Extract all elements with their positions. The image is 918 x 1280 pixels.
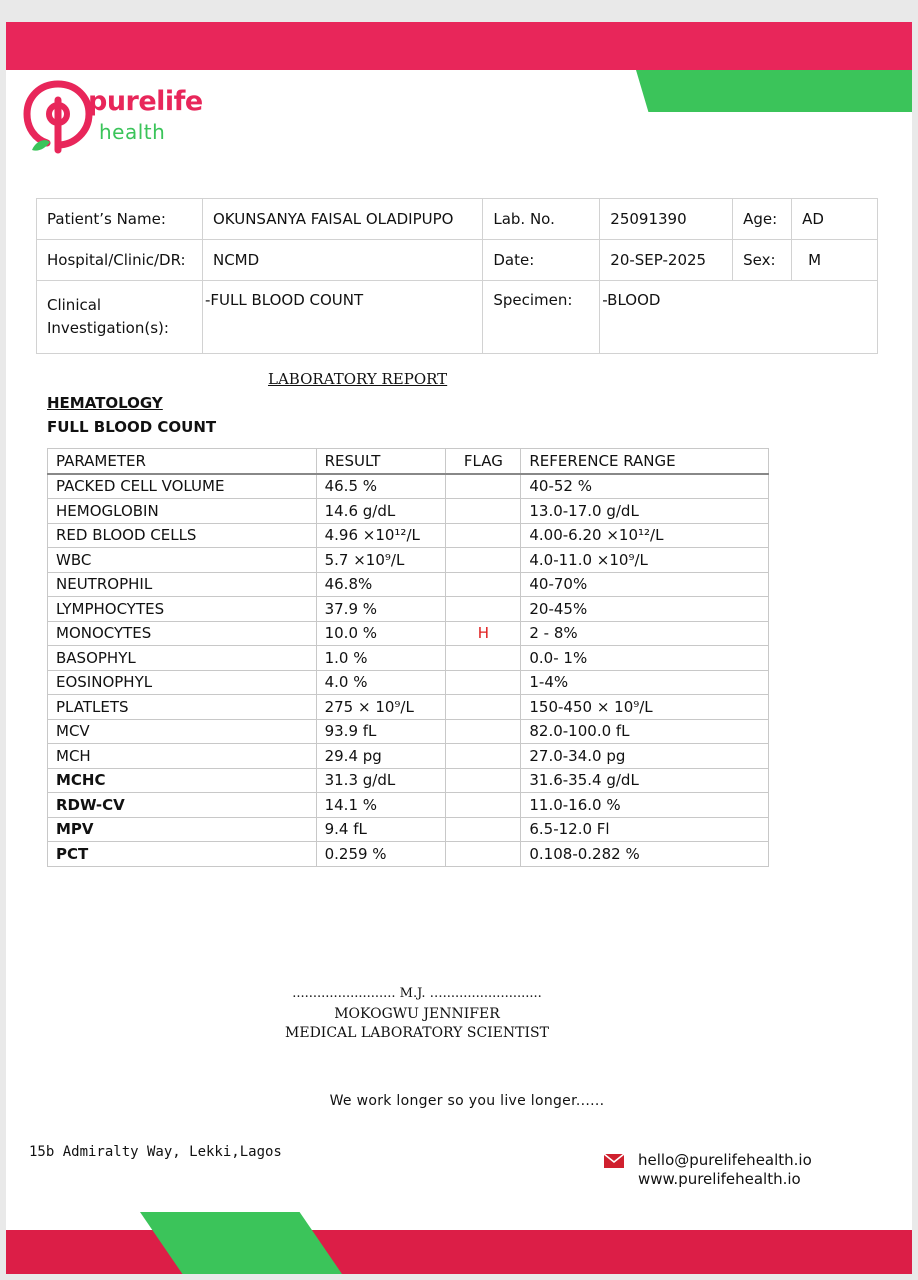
parameter-cell: BASOPHYL: [48, 646, 317, 671]
result-cell: 29.4 pg: [316, 744, 446, 769]
header-parameter: PARAMETER: [48, 449, 317, 474]
reference-range-cell: 0.0- 1%: [521, 646, 769, 671]
parameter-cell: PLATLETS: [48, 695, 317, 720]
result-cell: 46.5 %: [316, 474, 446, 499]
table-row: [48, 646, 769, 671]
parameter-cell: RDW-CV: [48, 793, 317, 818]
parameter-cell: PACKED CELL VOLUME: [48, 474, 317, 499]
reference-range-cell: 40-52 %: [521, 474, 769, 499]
date-value: 20-SEP-2025: [600, 240, 733, 281]
envelope-icon: [604, 1154, 624, 1168]
flag-cell: [446, 474, 521, 499]
patient-name-value: OKUNSANYA FAISAL OLADIPUPO: [202, 199, 482, 240]
reference-range-cell: 1-4%: [521, 670, 769, 695]
report-title: LABORATORY REPORT: [268, 370, 448, 388]
header-red-band: [6, 22, 912, 70]
result-cell: 14.1 %: [316, 793, 446, 818]
table-row: [48, 499, 769, 524]
header-result: RESULT: [316, 449, 446, 474]
flag-cell: [446, 646, 521, 671]
lab-report-page: [6, 22, 912, 1274]
result-cell: 4.96 ×10¹²/L: [316, 523, 446, 548]
age-value: AD: [792, 199, 878, 240]
parameter-cell: MONOCYTES: [48, 621, 317, 646]
flag-cell: [446, 523, 521, 548]
clinical-value: -FULL BLOOD COUNT: [202, 281, 482, 354]
date-label: Date:: [483, 240, 600, 281]
reference-range-cell: 27.0-34.0 pg: [521, 744, 769, 769]
result-cell: 37.9 %: [316, 597, 446, 622]
footer-email-link[interactable]: hello@purelifehealth.io: [638, 1151, 812, 1169]
header-green-band: [636, 70, 912, 112]
footer-red-band: [6, 1230, 912, 1274]
parameter-cell: LYMPHOCYTES: [48, 597, 317, 622]
lab-no-label: Lab. No.: [483, 199, 600, 240]
reference-range-cell: 31.6-35.4 g/dL: [521, 768, 769, 793]
result-cell: 9.4 fL: [316, 817, 446, 842]
reference-range-cell: 40-70%: [521, 572, 769, 597]
reference-range-cell: 13.0-17.0 g/dL: [521, 499, 769, 524]
header-reference-range: REFERENCE RANGE: [521, 449, 769, 474]
parameter-cell: HEMOGLOBIN: [48, 499, 317, 524]
clinical-label: Clinical Investigation(s):: [37, 281, 203, 354]
table-row: [48, 793, 769, 818]
flag-cell: [446, 499, 521, 524]
result-cell: 14.6 g/dL: [316, 499, 446, 524]
result-cell: 1.0 %: [316, 646, 446, 671]
flag-cell: [446, 695, 521, 720]
signatory-name: MOKOGWU JENNIFER: [334, 1006, 500, 1022]
table-row: [48, 768, 769, 793]
reference-range-cell: 2 - 8%: [521, 621, 769, 646]
parameter-cell: NEUTROPHIL: [48, 572, 317, 597]
result-cell: 10.0 %: [316, 621, 446, 646]
result-cell: 5.7 ×10⁹/L: [316, 548, 446, 573]
table-row: [48, 572, 769, 597]
table-row: [48, 523, 769, 548]
result-cell: 4.0 %: [316, 670, 446, 695]
table-row: [48, 670, 769, 695]
flag-cell: [446, 817, 521, 842]
parameter-cell: WBC: [48, 548, 317, 573]
table-row: [48, 597, 769, 622]
result-cell: 93.9 fL: [316, 719, 446, 744]
reference-range-cell: 4.00-6.20 ×10¹²/L: [521, 523, 769, 548]
flag-cell: [446, 842, 521, 867]
full-blood-count-table: [47, 448, 769, 867]
result-cell: 46.8%: [316, 572, 446, 597]
signatory-title: MEDICAL LABORATORY SCIENTIST: [285, 1025, 549, 1041]
parameter-cell: MCV: [48, 719, 317, 744]
patient-name-label: Patient’s Name:: [37, 199, 203, 240]
table-row: [48, 474, 769, 499]
reference-range-cell: 0.108-0.282 %: [521, 842, 769, 867]
flag-cell: [446, 744, 521, 769]
flag-cell: [446, 719, 521, 744]
table-row: [48, 621, 769, 646]
hospital-label: Hospital/Clinic/DR:: [37, 240, 203, 281]
parameter-cell: MPV: [48, 817, 317, 842]
reference-range-cell: 11.0-16.0 %: [521, 793, 769, 818]
table-row: [48, 744, 769, 769]
table-row: [48, 695, 769, 720]
flag-cell: [446, 793, 521, 818]
section-title: HEMATOLOGY: [47, 394, 163, 412]
parameter-cell: MCH: [48, 744, 317, 769]
table-row: [48, 719, 769, 744]
footer-contact: [638, 1151, 812, 1189]
signature-line: ......................... M.J. …........................: [292, 986, 542, 1001]
footer-address: 15b Admiralty Way, Lekki,Lagos: [29, 1144, 282, 1160]
footer-motto: We work longer so you live longer......: [329, 1093, 605, 1109]
brand-subname: health: [99, 120, 166, 144]
footer-website-link[interactable]: www.purelifehealth.io: [638, 1170, 801, 1188]
brand-name: purelife: [88, 86, 203, 117]
result-cell: 275 × 10⁹/L: [316, 695, 446, 720]
parameter-cell: MCHC: [48, 768, 317, 793]
age-label: Age:: [733, 199, 792, 240]
sex-value: M: [792, 240, 878, 281]
parameter-cell: RED BLOOD CELLS: [48, 523, 317, 548]
reference-range-cell: 150-450 × 10⁹/L: [521, 695, 769, 720]
reference-range-cell: 6.5-12.0 Fl: [521, 817, 769, 842]
specimen-label: Specimen:: [483, 281, 600, 354]
sex-label: Sex:: [733, 240, 792, 281]
flag-cell: [446, 597, 521, 622]
reference-range-cell: 20-45%: [521, 597, 769, 622]
patient-info-table: [36, 198, 878, 354]
hospital-value: NCMD: [202, 240, 482, 281]
result-cell: 0.259 %: [316, 842, 446, 867]
flag-cell: [446, 768, 521, 793]
parameter-cell: PCT: [48, 842, 317, 867]
flag-cell: [446, 548, 521, 573]
lab-no-value: 25091390: [600, 199, 733, 240]
table-row: [48, 548, 769, 573]
table-row: [48, 842, 769, 867]
flag-cell: [446, 670, 521, 695]
subsection-title: FULL BLOOD COUNT: [47, 418, 217, 436]
flag-cell: H: [446, 621, 521, 646]
result-cell: 31.3 g/dL: [316, 768, 446, 793]
flag-cell: [446, 572, 521, 597]
table-row: [48, 817, 769, 842]
header-flag: FLAG: [446, 449, 521, 474]
reference-range-cell: 82.0-100.0 fL: [521, 719, 769, 744]
parameter-cell: EOSINOPHYL: [48, 670, 317, 695]
specimen-value: -BLOOD: [600, 281, 878, 354]
reference-range-cell: 4.0-11.0 ×10⁹/L: [521, 548, 769, 573]
